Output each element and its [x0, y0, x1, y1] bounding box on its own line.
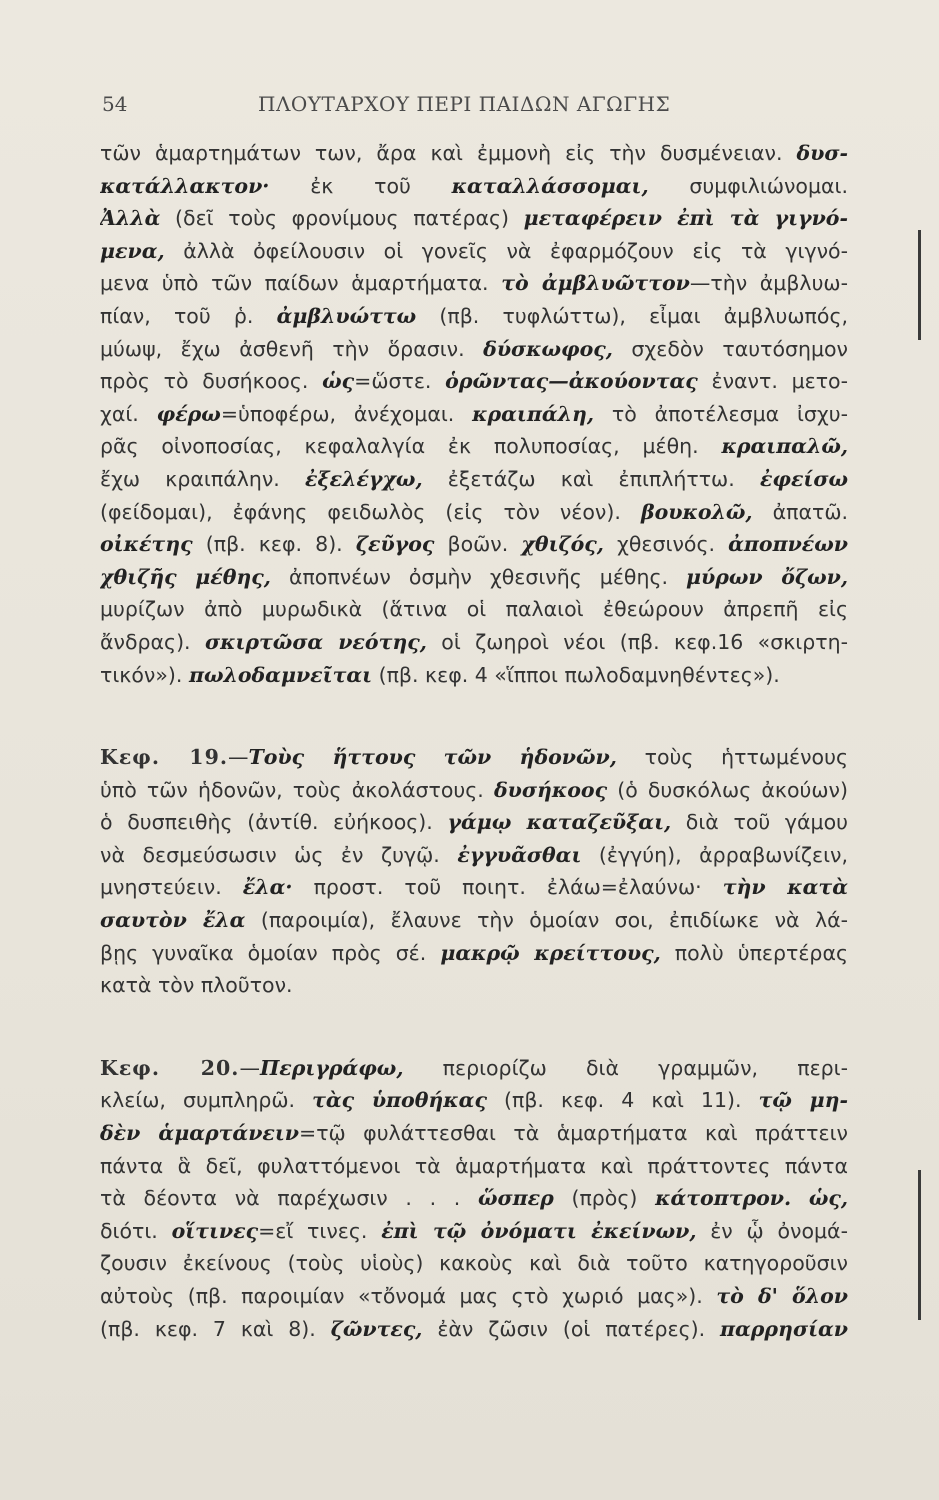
lemma-term: ὁρῶντας—ἀκούοντας [445, 369, 698, 394]
gloss-text: χθεσινός. [603, 532, 729, 557]
gloss-text: (δεῖ τοὺς φρονίμους πατέρας) [160, 206, 524, 231]
gloss-text: νὰ δεσμεύσωσιν ὡς ἐν ζυγῷ. [100, 842, 458, 867]
gloss-text: (πβ. κεφ. 8). [192, 532, 356, 557]
running-header [100, 92, 840, 122]
lemma-term: ζῶντες, [330, 1316, 423, 1341]
text-line [100, 365, 848, 398]
lemma-term: οἰκέτης [100, 532, 193, 557]
gloss-text: βοῶν. [434, 532, 522, 557]
gloss-text: τικόν»). [100, 662, 189, 687]
text-line [100, 398, 848, 431]
page-edge-mark [918, 230, 921, 340]
gloss-text: =ὥστε. [354, 369, 446, 394]
text-line [100, 333, 848, 366]
gloss-text: χαί. [100, 401, 157, 426]
paragraph-gap [100, 691, 848, 741]
page-edge-mark [918, 1170, 921, 1320]
text-line [100, 561, 848, 594]
lemma-term: Ἀλλὰ [100, 206, 161, 231]
lemma-term: μεταφέρειν ἐπὶ τὰ γιγνό- [523, 206, 848, 231]
text-line [100, 1150, 848, 1183]
lemma-term: τῷ μη- [758, 1088, 848, 1113]
text-line [100, 1182, 848, 1215]
lemma-term: μενα, [100, 238, 165, 263]
text-line [100, 496, 848, 529]
gloss-text: ρᾶς οἰνοποσίας, κεφαλαλγία ἐκ πολυποσίας, μέθη. [100, 434, 722, 459]
gloss-text: μνηστεύειν. [100, 875, 243, 900]
paragraph-gap [100, 1002, 848, 1052]
lemma-term: ὥσπερ [478, 1186, 554, 1211]
text-line [100, 593, 848, 626]
lemma-term: ὡς [322, 369, 355, 394]
chapter-heading: Κεφ. 19. [100, 745, 228, 770]
text-line [100, 659, 848, 692]
text-line [100, 626, 848, 659]
gloss-text: ἀποπνέων ὀσμὴν χθεσινῆς μέθης. [270, 564, 687, 589]
gloss-text: τοὺς ἡττωμένους [616, 745, 848, 770]
text-line [100, 969, 848, 1002]
gloss-text: =τῷ φυλάττεσθαι τὰ ἁμαρτήματα καὶ πράττειν [299, 1121, 848, 1146]
gloss-text: ἔχω κραιπάλην. [100, 466, 306, 491]
lemma-term: ζεῦγος [355, 532, 435, 557]
gloss-text: σχεδὸν ταυτόσημον [612, 336, 848, 361]
gloss-text: πίαν, τοῦ ῥ. [100, 303, 277, 328]
text-line [100, 528, 848, 561]
lemma-term: βουκολῶ, [640, 499, 753, 524]
text-line [100, 774, 848, 807]
lemma-term: σαυτὸν ἔλα [100, 908, 246, 933]
text-line [100, 1247, 848, 1280]
gloss-text: τὸ ἀποτέλεσμα ἰσχυ- [594, 401, 848, 426]
text-line [100, 904, 848, 937]
lemma-term: κραιπαλῶ, [721, 434, 848, 459]
lemma-term: ἀποπνέων [728, 532, 848, 557]
gloss-text: πολὺ ὑπερτέρας [660, 940, 848, 965]
gloss-text: βῃς γυναῖκα ὁμοίαν πρὸς σέ. [100, 940, 441, 965]
gloss-text: (πβ. κεφ. 4 «ἵπποι πωλοδαμνηθέντες»). [372, 662, 780, 687]
text-line [100, 1280, 848, 1313]
gloss-text: (πβ. κεφ. 4 καὶ 11). [486, 1088, 759, 1113]
text-line [100, 937, 848, 970]
gloss-text: πρὸς τὸ δυσήκοος. [100, 369, 323, 394]
text-line [100, 463, 848, 496]
gloss-text: ὁ δυσπειθὴς (ἀντίθ. εὐήκοος). [100, 810, 448, 835]
text-line [100, 235, 848, 268]
text-line [100, 300, 848, 333]
text-line [100, 1215, 848, 1248]
gloss-text: τῶν ἁμαρτημάτων των, ἄρα καὶ ἐμμονὴ εἰς τὴν δυσμένειαν. [100, 141, 797, 165]
lemma-term: δυσ- [796, 141, 848, 165]
gloss-text: —τὴν ἀμβλυω- [689, 271, 848, 296]
gloss-text: =ὑποφέρω, ἀνέχομαι. [220, 401, 473, 426]
lemma-term: φέρω [156, 401, 221, 426]
lemma-term: μακρῷ κρείττους, [440, 940, 661, 965]
gloss-text: (ἐγγύη), ἀρραβωνίζειν, [581, 842, 848, 867]
lemma-term: πωλοδαμνεῖται [188, 662, 373, 687]
lemma-term: ἐγγυᾶσθαι [457, 842, 582, 867]
gloss-text: — [227, 745, 249, 770]
lemma-term: παρρησίαν [720, 1316, 848, 1341]
lemma-term: ὡς, [808, 1186, 848, 1211]
lemma-term: κατάλλακτον· [100, 173, 270, 198]
text-line [100, 1084, 848, 1117]
lemma-term: κάτοπτρον. [655, 1186, 792, 1211]
lemma-term: ἀμβλυώττω [276, 303, 417, 328]
text-line [100, 170, 848, 203]
gloss-text: περιορίζω διὰ γραμμῶν, περι- [403, 1055, 848, 1080]
lemma-term: γάμῳ καταζεῦξαι, [447, 810, 672, 835]
running-title: ΠΛΟΥΤΑΡΧΟΥ ΠΕΡΙ ΠΑΙΔΩΝ ΑΓΩΓΗΣ [258, 92, 671, 116]
text-line [100, 1313, 848, 1346]
lemma-term: ἔλα· [242, 875, 293, 900]
gloss-text: ἐξετάζω καὶ ἐπιπλήττω. [422, 466, 760, 491]
gloss-text: (πβ. τυφλώττω), εἶμαι ἀμβλυωπός, [416, 303, 848, 328]
gloss-text: — [239, 1055, 260, 1080]
lemma-term: καταλλάσσομαι, [451, 173, 649, 198]
lemma-term: χθιζός, [521, 532, 604, 557]
lemma-term: χθιζῆς μέθης, [100, 564, 271, 589]
lemma-term: τὸ ἀμβλυῶττον [501, 271, 690, 296]
gloss-text: ζουσιν ἐκείνους (τοὺς υἱοὺς) κακοὺς καὶ διὰ τοῦτο κατηγοροῦσιν [100, 1251, 848, 1276]
gloss-text: οἱ ζωηροὶ νέοι (πβ. κεφ.16 «σκιρτη- [426, 629, 848, 654]
lemma-term: δυσήκοος [493, 777, 608, 802]
gloss-text: μενα ὑπὸ τῶν παίδων ἁμαρτήματα. [100, 271, 502, 296]
commentary-text [100, 137, 848, 1345]
gloss-text [791, 1186, 809, 1210]
gloss-text: ὑπὸ τῶν ἡδονῶν, τοὺς ἀκολάστους. [100, 777, 494, 802]
text-line [100, 1052, 848, 1085]
gloss-text: (πβ. κεφ. 7 καὶ 8). [100, 1316, 331, 1341]
gloss-text: τὰ δέοντα νὰ παρέχωσιν . . . [100, 1186, 479, 1211]
text-line [100, 839, 848, 872]
gloss-text: (παροιμία), ἔλαυνε τὴν ὁμοίαν σοι, ἐπιδίωκε νὰ λά- [245, 908, 848, 933]
gloss-text: ἀλλὰ ὀφείλουσιν οἱ γονεῖς νὰ ἐφαρμόζουν εἰς τὰ γιγνό- [164, 238, 848, 263]
lemma-term: τὰς ὑποθήκας [312, 1088, 487, 1113]
gloss-text: ἐν ᾧ ὀνομά- [696, 1218, 848, 1243]
gloss-text: ἀπατῶ. [752, 499, 848, 524]
gloss-text: =εἴ τινες. [258, 1218, 382, 1243]
gloss-text: κλείω, συμπληρῶ. [100, 1088, 313, 1113]
lemma-term: οἵτινες [171, 1218, 259, 1243]
gloss-text: διὰ τοῦ γάμου [671, 810, 848, 835]
gloss-text: (πρὸς) [553, 1186, 656, 1211]
lemma-term: ἐξελέγχω, [305, 466, 423, 491]
lemma-term: τὴν κατὰ [722, 875, 848, 900]
lemma-term: ἐφείσω [759, 466, 848, 491]
lemma-term: μύρων ὄζων, [686, 564, 848, 589]
gloss-text: ἄνδρας). [100, 629, 205, 654]
lemma-term: ἐπὶ τῷ ὀνόματι ἐκείνων, [381, 1218, 697, 1243]
lemma-term: τὸ δ' ὅλον [716, 1284, 848, 1308]
text-line [100, 202, 848, 235]
gloss-text: ἐναντ. μετο- [697, 369, 848, 394]
gloss-text: προστ. τοῦ ποιητ. ἐλάω=ἐλαύνω· [292, 875, 723, 900]
text-line [100, 267, 848, 300]
gloss-text: μυρίζων ἀπὸ μυρωδικὰ (ἅτινα οἱ παλαιοὶ ἐθεώρουν ἀπρεπῆ εἰς [100, 597, 848, 622]
gloss-text: ἐκ τοῦ [269, 173, 452, 198]
text-line [100, 741, 848, 774]
text-line [100, 430, 848, 463]
lemma-term: σκιρτῶσα νεότης, [204, 629, 427, 654]
gloss-text: ἐὰν ζῶσιν (οἱ πατέρες). [422, 1316, 720, 1341]
text-line [100, 871, 848, 904]
gloss-text: πάντα ἃ δεῖ, φυλαττόμενοι τὰ ἁμαρτήματα καὶ πράττοντες πάντα [100, 1153, 848, 1178]
lemma-term: Τοὺς ἥττους τῶν ἡδονῶν, [248, 745, 617, 770]
text-line [100, 137, 848, 170]
gloss-text: (φείδομαι), ἐφάνης φειδωλὸς (εἰς τὸν νέον). [100, 499, 641, 524]
gloss-text: αὐτοὺς (πβ. παροιμίαν «τὄνομά μας ςτὸ χωριό μας»). [100, 1284, 717, 1308]
gloss-text: συμφιλιώνομαι. [648, 173, 848, 198]
lemma-term: Περιγράφω, [259, 1055, 404, 1080]
gloss-text: κατὰ τὸν πλοῦτον. [100, 973, 293, 998]
lemma-term: δὲν ἁμαρτάνειν [100, 1121, 300, 1146]
gloss-text: διότι. [100, 1218, 172, 1243]
page-number: 54 [102, 92, 128, 116]
lemma-term: δύσκωφος, [483, 336, 613, 361]
chapter-heading: Κεφ. 20. [100, 1055, 240, 1080]
gloss-text: (ὁ δυσκόλως ἀκούων) [607, 777, 848, 802]
text-line [100, 1117, 848, 1150]
text-line [100, 806, 848, 839]
lemma-term: κραιπάλη, [472, 401, 595, 426]
gloss-text: μύωψ, ἔχω ἀσθενῆ τὴν ὅρασιν. [100, 336, 484, 361]
